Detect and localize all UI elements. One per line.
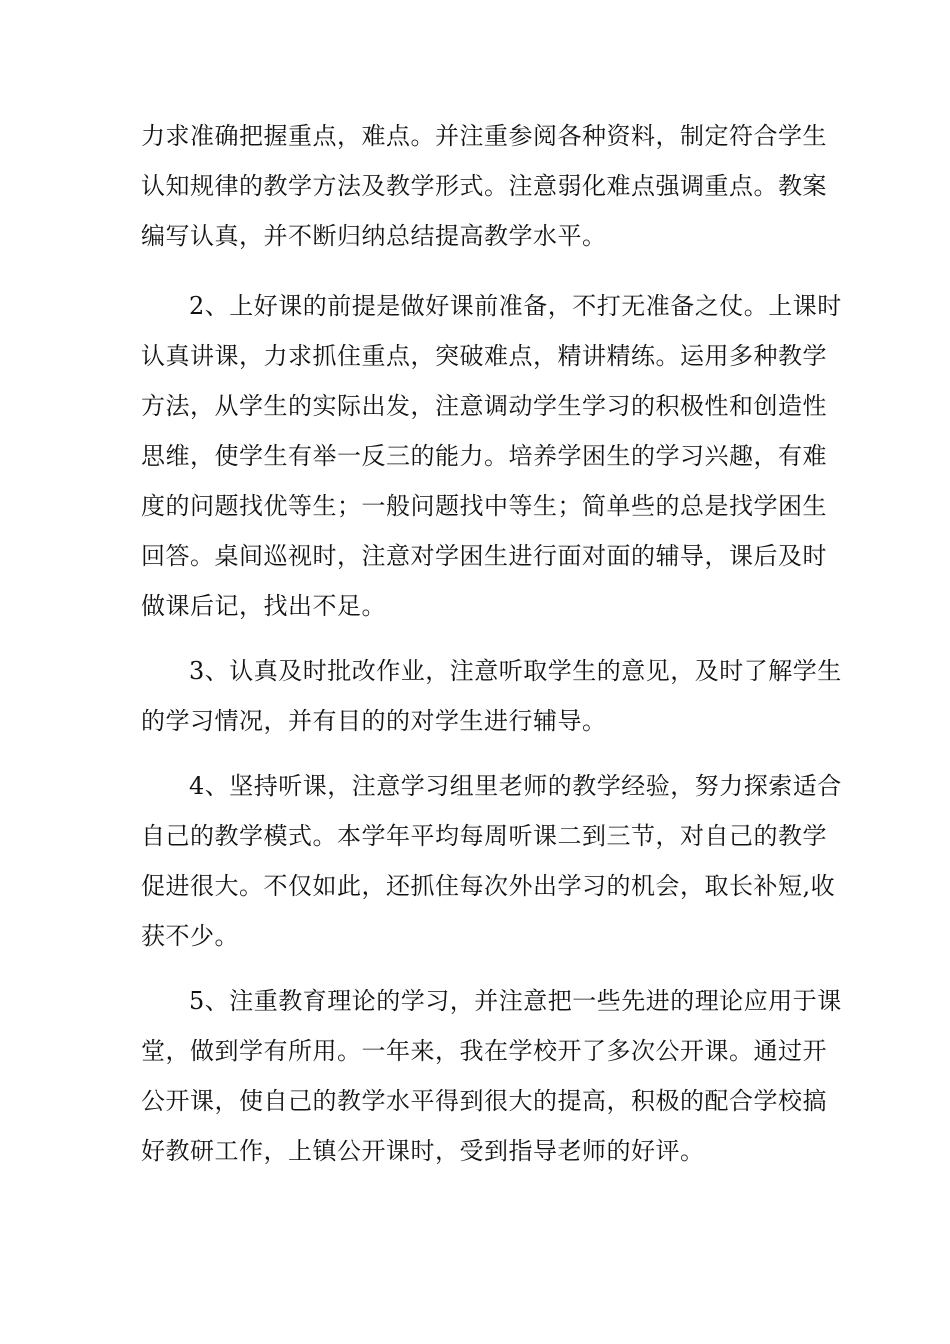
paragraph-2-line-6: 回答。桌间巡视时，注意对学困生进行面对面的辅导，课后及时 — [141, 542, 827, 570]
paragraph-5-line-1: 5、注重教育理论的学习，并注意把一些先进的理论应用于课 — [189, 987, 842, 1015]
paragraph-2-line-5: 度的问题找优等生；一般问题找中等生；简单些的总是找学困生 — [141, 492, 827, 520]
paragraph-3-line-1: 3、认真及时批改作业，注意听取学生的意见，及时了解学生 — [189, 657, 842, 685]
paragraph-1-line-2: 认知规律的教学方法及教学形式。注意弱化难点强调重点。教案 — [141, 172, 827, 200]
paragraph-3-line-2: 的学习情况，并有目的的对学生进行辅导。 — [141, 707, 607, 735]
paragraph-2-line-7: 做课后记，找出不足。 — [141, 592, 386, 620]
paragraph-2-line-3: 方法，从学生的实际出发，注意调动学生学习的积极性和创造性 — [141, 392, 827, 420]
paragraph-2-line-1: 2、上好课的前提是做好课前准备，不打无准备之仗。上课时 — [189, 292, 842, 320]
paragraph-5-line-4: 好教研工作，上镇公开课时，受到指导老师的好评。 — [141, 1137, 705, 1165]
paragraph-1-line-3: 编写认真，并不断归纳总结提高教学水平。 — [141, 222, 607, 250]
paragraph-4-line-4: 获不少。 — [141, 922, 239, 950]
paragraph-2-line-2: 认真讲课，力求抓住重点，突破难点，精讲精练。运用多种教学 — [141, 342, 827, 370]
paragraph-1-line-1: 力求准确把握重点，难点。并注重参阅各种资料，制定符合学生 — [141, 122, 827, 150]
paragraph-5-line-3: 公开课，使自己的教学水平得到很大的提高，积极的配合学校搞 — [141, 1087, 827, 1115]
paragraph-5-line-2: 堂，做到学有所用。一年来，我在学校开了多次公开课。通过开 — [141, 1037, 827, 1065]
paragraph-4-line-2: 自己的教学模式。本学年平均每周听课二到三节，对自己的教学 — [141, 822, 827, 850]
paragraph-4-line-1: 4、坚持听课，注意学习组里老师的教学经验，努力探索适合 — [189, 772, 842, 800]
paragraph-4-line-3: 促进很大。不仅如此，还抓住每次外出学习的机会，取长补短,收 — [141, 872, 836, 900]
paragraph-2-line-4: 思维，使学生有举一反三的能力。培养学困生的学习兴趣，有难 — [141, 442, 827, 470]
